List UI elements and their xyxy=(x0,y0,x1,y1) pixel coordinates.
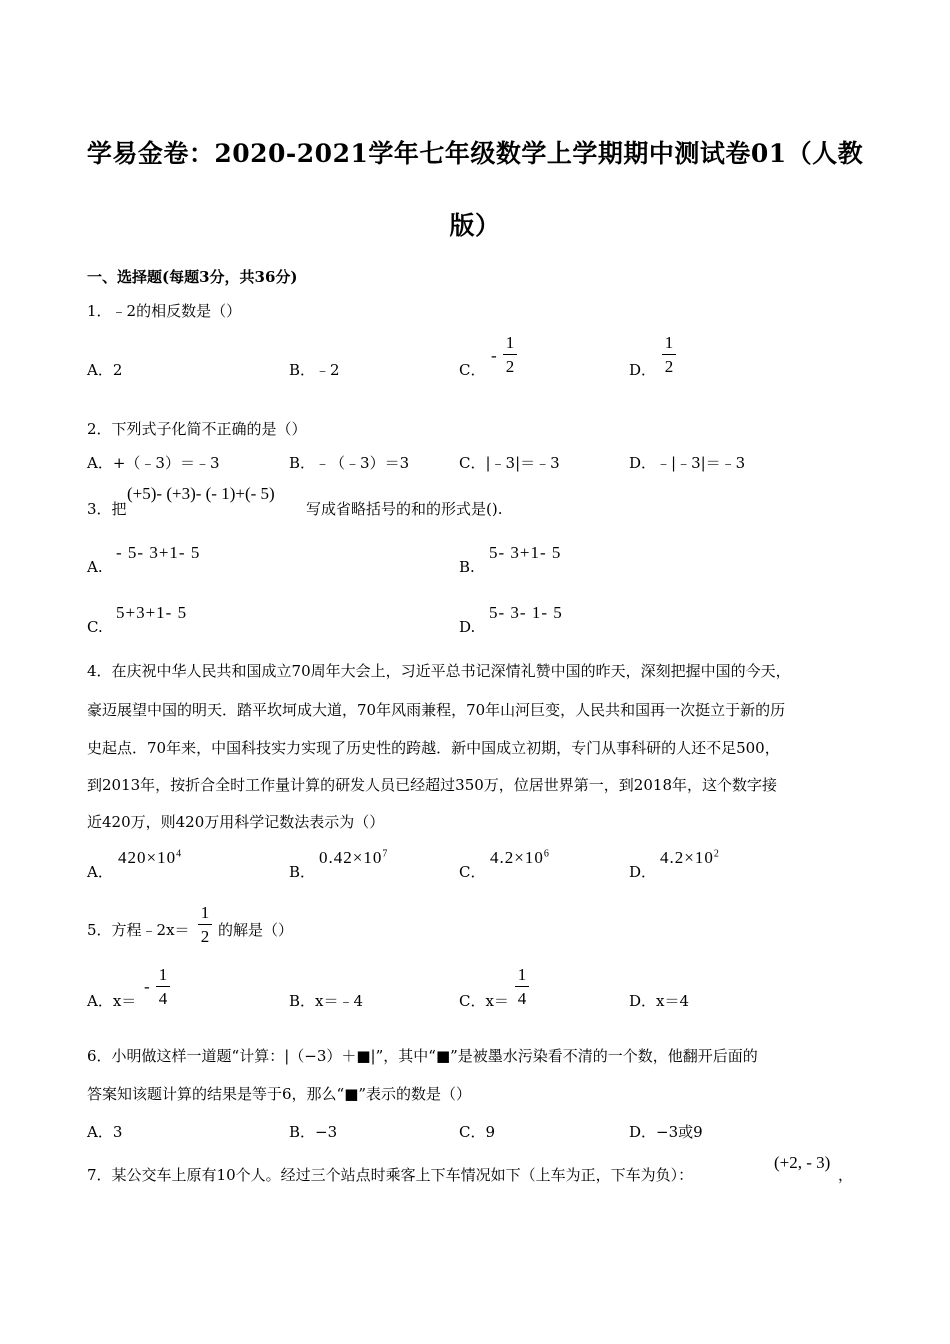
question-7-comma: ， xyxy=(838,1166,854,1184)
question-3-option-d-label: D. xyxy=(459,618,476,636)
question-1-option-c-label: C． xyxy=(459,361,486,379)
question-5-option-c-fraction xyxy=(515,966,529,1007)
document-title-line1: 学易金卷：2020-2021学年七年级数学上学期期中测试卷01（人教 xyxy=(86,139,864,168)
question-4-line-4: 到2013年，按折合全时工作量计算的研发人员已经超过350万，位居世界第一，到2018年，这个数字接 xyxy=(87,776,777,794)
question-1-stem: 1．﹣2的相反数是（） xyxy=(87,302,242,320)
question-5-option-a-sign: - xyxy=(144,977,151,996)
question-3-option-b-label: B. xyxy=(459,558,475,576)
sci-exponent: 6 xyxy=(543,848,550,860)
question-6-option-c: C．9 xyxy=(459,1123,496,1141)
fraction-numerator: 1 xyxy=(664,333,674,352)
question-6-line-1: 6．小明做这样一道题“计算：|（−3）＋■|”，其中“■”是被墨水污染看不清的一个数，他翻开后面的 xyxy=(87,1047,758,1065)
fraction-bar xyxy=(515,986,529,987)
question-4-line-3: 史起点．70年来，中国科技实力实现了历史性的跨越．新中国成立初期，专门从事科研的人还不足500， xyxy=(87,739,780,757)
question-4-option-b xyxy=(319,848,388,868)
fraction-numerator: 1 xyxy=(517,965,527,984)
fraction-numerator: 1 xyxy=(505,333,515,352)
question-1-option-d-fraction xyxy=(662,334,676,375)
question-3-prefix: 3．把 xyxy=(87,500,127,518)
sci-base: 4.2×10 xyxy=(660,848,714,867)
question-5-option-a-label: A．x＝ xyxy=(87,992,137,1010)
question-6-line-2: 答案知该题计算的结果是等于6，那么“■”表示的数是（） xyxy=(87,1085,472,1103)
question-5-stem-prefix: 5．方程﹣2x＝ xyxy=(87,921,190,939)
sci-base: 4.2×10 xyxy=(490,848,544,867)
question-3-option-a: - 5- 3+1- 5 xyxy=(116,543,201,562)
question-6-option-a: A．3 xyxy=(87,1123,123,1141)
question-3-option-c: 5+3+1- 5 xyxy=(116,603,188,622)
question-4-option-b-label: B． xyxy=(289,863,316,881)
question-3-suffix: 写成省略括号的和的形式是(). xyxy=(306,500,503,518)
question-1-option-a: A．2 xyxy=(87,361,123,379)
question-7-expression: (+2, - 3) xyxy=(774,1153,831,1172)
sci-exponent: 7 xyxy=(382,848,389,860)
question-2-option-c: C．|﹣3|＝﹣3 xyxy=(459,454,560,472)
question-6-option-d: D．−3或9 xyxy=(629,1123,703,1141)
fraction-denominator: 2 xyxy=(505,357,515,376)
question-5-option-c-label: C．x＝ xyxy=(459,992,509,1010)
fraction-denominator: 4 xyxy=(517,989,527,1008)
question-1-option-c-fraction xyxy=(503,334,517,375)
question-1-option-d-label: D． xyxy=(629,361,657,379)
sci-base: 0.42×10 xyxy=(319,848,383,867)
question-4-line-1: 4．在庆祝中华人民共和国成立70周年大会上，习近平总书记深情礼赞中国的昨天，深刻把握中国的今天， xyxy=(87,662,791,680)
question-5-stem-suffix: 的解是（） xyxy=(218,921,294,939)
sci-base: 420×10 xyxy=(118,848,177,867)
question-4-line-5: 近420万，则420万用科学记数法表示为（） xyxy=(87,813,385,831)
question-3-option-c-label: C. xyxy=(87,618,103,636)
fraction-numerator: 1 xyxy=(158,965,168,984)
fraction-bar xyxy=(198,924,212,925)
sci-exponent: 2 xyxy=(713,848,720,860)
fraction-denominator: 4 xyxy=(158,989,168,1008)
question-4-option-c-label: C． xyxy=(459,863,486,881)
question-3-option-b: 5- 3+1- 5 xyxy=(489,543,562,562)
fraction-bar xyxy=(662,354,676,355)
question-3-expression: (+5)- (+3)- (- 1)+(- 5) xyxy=(127,484,275,503)
question-6-option-b: B．−3 xyxy=(289,1123,338,1141)
question-1-option-c-sign: - xyxy=(491,346,498,365)
question-5-option-a-fraction xyxy=(156,966,170,1007)
question-4-line-2: 豪迈展望中国的明天．踏平坎坷成大道，70年风雨兼程，70年山河巨变，人民共和国再一次挺立于新的历 xyxy=(87,701,786,719)
question-3-option-d: 5- 3- 1- 5 xyxy=(489,603,563,622)
question-7-text: 7．某公交车上原有10个人。经过三个站点时乘客上下车情况如下（上车为正，下车为负）： xyxy=(87,1166,694,1184)
question-5-option-b: B．x＝﹣4 xyxy=(289,992,364,1010)
question-4-option-c xyxy=(490,848,550,868)
question-2-option-a: A．+（﹣3）＝﹣3 xyxy=(87,454,220,472)
question-2-stem: 2．下列式子化简不正确的是（） xyxy=(87,420,307,438)
question-4-option-d xyxy=(660,848,720,868)
question-2-option-d: D．﹣|﹣3|＝﹣3 xyxy=(629,454,746,472)
question-4-option-a xyxy=(118,848,182,868)
question-3-option-a-label: A. xyxy=(87,558,103,576)
fraction-bar xyxy=(503,354,517,355)
fraction-denominator: 2 xyxy=(664,357,674,376)
question-4-option-d-label: D． xyxy=(629,863,657,881)
fraction-numerator: 1 xyxy=(200,903,210,922)
fraction-denominator: 2 xyxy=(200,927,210,946)
fraction-bar xyxy=(156,986,170,987)
question-4-option-a-label: A． xyxy=(87,863,113,881)
document-title-line2: 版） xyxy=(449,211,501,240)
question-1-option-b: B．﹣2 xyxy=(289,361,340,379)
question-2-option-b: B．﹣（﹣3）＝3 xyxy=(289,454,410,472)
question-5-stem-fraction xyxy=(198,904,212,945)
section-heading: 一、选择题(每题3分，共36分) xyxy=(87,268,298,286)
question-5-option-d: D．x＝4 xyxy=(629,992,690,1010)
sci-exponent: 4 xyxy=(176,848,183,860)
